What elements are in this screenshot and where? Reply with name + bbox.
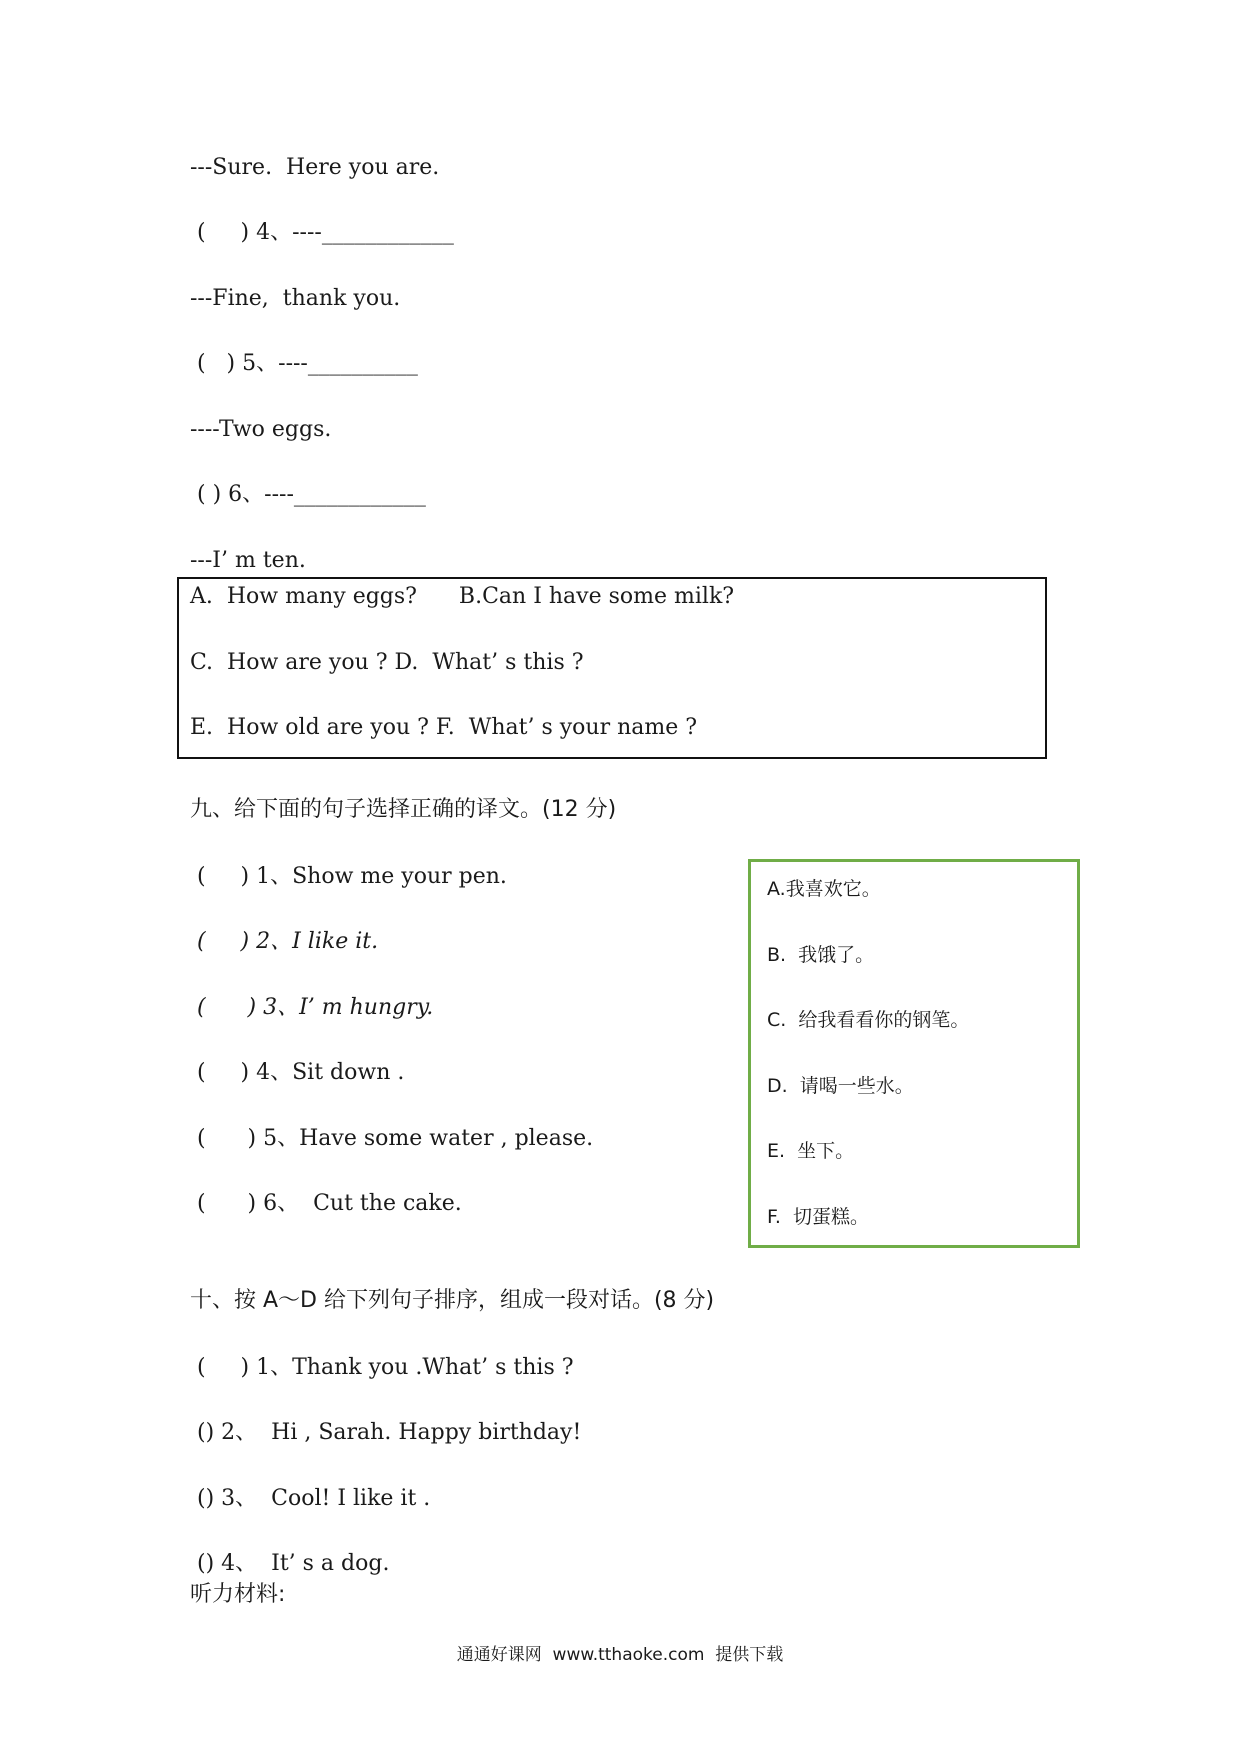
- section10-heading: 十、按 A～D 给下列句子排序，组成一段对话。(8 分): [190, 1288, 715, 1313]
- dialogue-line-5: ----Two eggs.: [190, 417, 332, 442]
- translation-b: B. 我饿了。: [767, 944, 875, 966]
- section10-item-3: () 3、 Cool! I like it .: [190, 1486, 431, 1511]
- dialogue-line-7: ---I’ m ten.: [190, 548, 306, 573]
- option-row-3: E. How old are you ? F. What’ s your name ?: [190, 715, 698, 740]
- section10-item-2: () 2、 Hi , Sarah. Happy birthday!: [190, 1420, 582, 1445]
- translation-f: F. 切蛋糕。: [767, 1206, 869, 1228]
- listening-heading: 听力材料:: [190, 1582, 286, 1607]
- section9-item-4: ( ) 4、Sit down .: [190, 1060, 405, 1085]
- section9-item-2: ( ) 2、I like it.: [190, 929, 379, 954]
- translation-box: [748, 859, 1080, 1248]
- dialogue-line-1: ---Sure. Here you are.: [190, 155, 440, 180]
- translation-e: E. 坐下。: [767, 1140, 855, 1162]
- option-row-1: A. How many eggs? B.Can I have some milk?: [190, 584, 735, 609]
- translation-c: C. 给我看看你的钢笔。: [767, 1009, 970, 1031]
- section9-item-5: ( ) 5、Have some water , please.: [190, 1126, 594, 1151]
- section9-item-1: ( ) 1、Show me your pen.: [190, 864, 507, 889]
- section9-heading: 九、给下面的句子选择正确的译文。(12 分): [190, 797, 617, 822]
- dialogue-line-6: ( ) 6、----____________: [190, 482, 426, 507]
- footer-text: 通通好课网 www.tthaoke.com 提供下载: [456, 1645, 784, 1665]
- translation-a: A.我喜欢它。: [767, 878, 881, 900]
- dialogue-line-2: ( ) 4、----____________: [190, 220, 454, 245]
- section9-item-3: ( ) 3、I’ m hungry.: [190, 995, 434, 1020]
- option-row-2: C. How are you ? D. What’ s this ?: [190, 650, 584, 675]
- section9-item-6: ( ) 6、 Cut the cake.: [190, 1191, 462, 1216]
- translation-d: D. 请喝一些水。: [767, 1075, 914, 1097]
- dialogue-line-3: ---Fine, thank you.: [190, 286, 401, 311]
- section10-item-1: ( ) 1、Thank you .What’ s this ?: [190, 1355, 574, 1380]
- options-box: [177, 577, 1047, 759]
- section10-item-4: () 4、 It’ s a dog.: [190, 1551, 390, 1576]
- dialogue-line-4: ( ) 5、----__________: [190, 351, 418, 376]
